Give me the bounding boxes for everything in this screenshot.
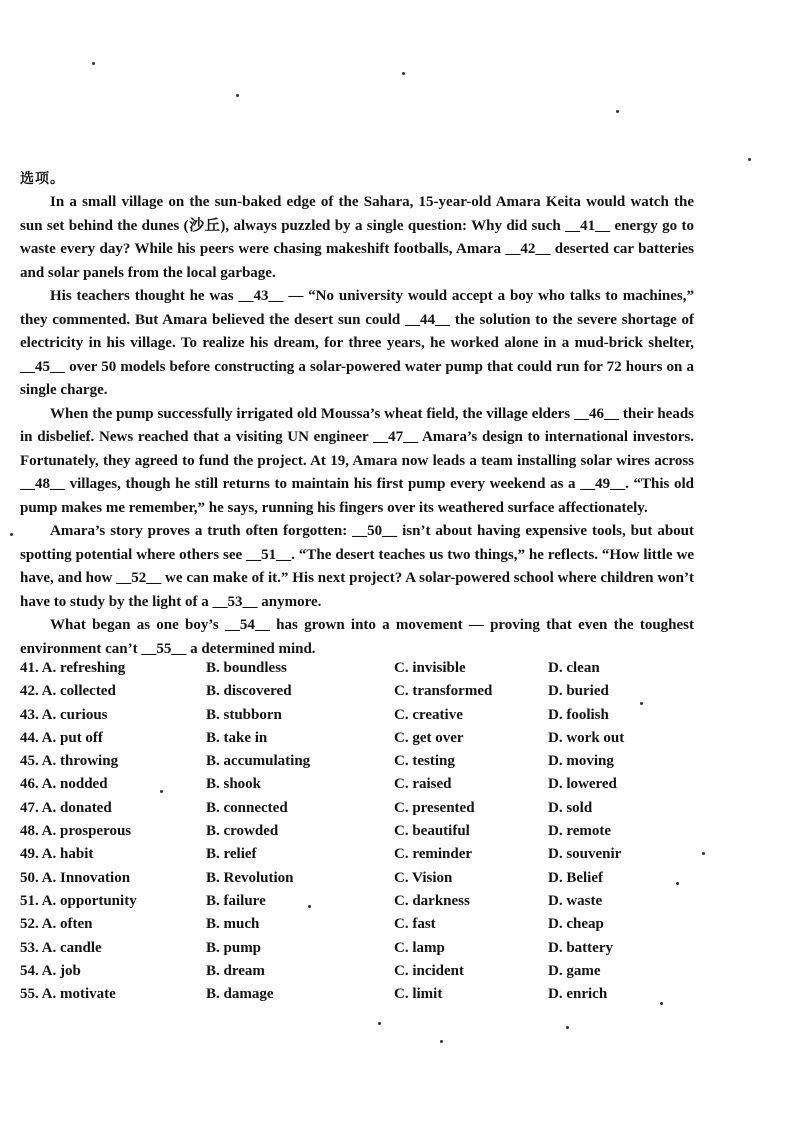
option-a: 41. A. refreshing <box>20 660 126 676</box>
option-row <box>20 893 720 916</box>
option-b: B. pump <box>206 939 262 956</box>
option-b: B. crowded <box>206 823 279 840</box>
option-d: D. battery <box>548 939 613 956</box>
option-a: 53. A. candle <box>20 939 102 956</box>
option-b: B. boundless <box>206 660 287 676</box>
option-row <box>20 916 720 939</box>
option-c: C. transformed <box>394 683 493 700</box>
option-c: C. incident <box>394 962 465 979</box>
option-c: C. testing <box>394 753 455 770</box>
scan-speck <box>10 533 13 536</box>
scan-speck <box>566 1026 569 1029</box>
option-d: D. Belief <box>548 869 603 886</box>
option-c: C. limit <box>394 986 443 1003</box>
scan-speck <box>92 62 95 65</box>
answer-options <box>20 660 720 1009</box>
option-a: 51. A. opportunity <box>20 892 137 909</box>
passage-paragraph: Amara’s story proves a truth often forgotten: __50__ isn’t about having expensive tools, but about spotting potential where others see __51__. “The desert teaches us two things,” he reflects. “How little we have, and how __52__ we can make of it.” His next project? A solar-powered school where children won’t have to study by the light of a __53__ anymore. <box>20 523 694 610</box>
option-c: C. lamp <box>394 939 445 956</box>
option-row <box>20 823 720 846</box>
option-d: D. sold <box>548 799 593 816</box>
option-b: B. much <box>206 916 260 933</box>
option-row <box>20 683 720 706</box>
option-a: 47. A. donated <box>20 799 112 816</box>
option-c: C. creative <box>394 706 463 723</box>
scan-speck <box>616 110 619 113</box>
option-a: 52. A. often <box>20 916 93 933</box>
option-d: D. game <box>548 962 601 979</box>
option-d: D. clean <box>548 660 600 676</box>
option-c: C. raised <box>394 776 452 793</box>
scan-speck <box>236 94 239 97</box>
option-c: C. darkness <box>394 892 470 909</box>
section-heading: 选项。 <box>20 171 65 187</box>
option-c: C. reminder <box>394 846 473 863</box>
option-d: D. waste <box>548 892 603 909</box>
option-row <box>20 776 720 799</box>
option-c: C. presented <box>394 799 475 816</box>
option-d: D. buried <box>548 683 609 700</box>
option-d: D. lowered <box>548 776 617 793</box>
option-b: B. shook <box>206 776 262 793</box>
option-row <box>20 707 720 730</box>
option-row <box>20 940 720 963</box>
option-d: D. enrich <box>548 986 608 1003</box>
option-b: B. relief <box>206 846 257 863</box>
option-b: B. discovered <box>206 683 292 700</box>
option-c: C. invisible <box>394 660 466 676</box>
option-b: B. accumulating <box>206 753 311 770</box>
scan-speck <box>402 72 405 75</box>
option-row <box>20 986 720 1009</box>
option-a: 44. A. put off <box>20 729 103 746</box>
option-c: C. get over <box>394 729 464 746</box>
option-d: D. cheap <box>548 916 604 933</box>
scan-speck <box>660 1002 663 1005</box>
option-a: 55. A. motivate <box>20 986 116 1003</box>
option-a: 48. A. prosperous <box>20 823 132 840</box>
passage-paragraph: In a small village on the sun-baked edge of the Sahara, 15-year-old Amara Keita would watch the sun set behind the dunes (沙丘), always puzzled by a single question: Why did such __41__ energy go to waste every day? While his peers were chasing makeshift footballs, Amara __42__ deserted car batteries and solar panels from the local garbage. <box>20 194 694 281</box>
option-a: 50. A. Innovation <box>20 869 131 886</box>
option-b: B. Revolution <box>206 869 294 886</box>
option-a: 43. A. curious <box>20 706 108 723</box>
passage-paragraph: What began as one boy’s __54__ has grown into a movement — proving that even the toughest environment can’t __55__ a determined mind. <box>20 617 694 657</box>
passage-paragraph: His teachers thought he was __43__ — “No university would accept a boy who talks to machines,” they commented. But Amara believed the desert sun could __44__ the solution to the severe shortage of electricity in his village. To realize his dream, for three years, he worked alone in a mud-brick shelter, __45__ over 50 models before constructing a solar-powered water pump that could run for 72 hours on a single charge. <box>20 288 694 398</box>
scan-speck <box>440 1040 443 1043</box>
scan-speck <box>640 702 643 705</box>
option-a: 45. A. throwing <box>20 753 119 770</box>
option-row <box>20 753 720 776</box>
option-b: B. damage <box>206 986 274 1003</box>
option-a: 49. A. habit <box>20 846 94 863</box>
option-a: 42. A. collected <box>20 683 116 700</box>
option-row <box>20 800 720 823</box>
option-b: B. failure <box>206 892 266 909</box>
scan-speck <box>748 158 751 161</box>
cloze-passage <box>20 191 694 661</box>
option-d: D. work out <box>548 729 625 746</box>
option-b: B. dream <box>206 962 265 979</box>
option-d: D. remote <box>548 823 612 840</box>
option-c: C. beautiful <box>394 823 470 840</box>
option-row <box>20 846 720 869</box>
option-c: C. Vision <box>394 869 453 886</box>
scan-speck <box>308 905 311 908</box>
option-row <box>20 660 720 683</box>
option-c: C. fast <box>394 916 436 933</box>
option-a: 46. A. nodded <box>20 776 108 793</box>
option-d: D. moving <box>548 753 614 770</box>
option-b: B. stubborn <box>206 706 282 723</box>
option-a: 54. A. job <box>20 962 81 979</box>
option-row <box>20 870 720 893</box>
scan-speck <box>160 790 163 793</box>
option-d: D. souvenir <box>548 846 622 863</box>
scan-speck <box>378 1022 381 1025</box>
scan-speck <box>702 852 705 855</box>
option-b: B. take in <box>206 729 268 746</box>
passage-paragraph: When the pump successfully irrigated old Moussa’s wheat field, the village elders __46__ their heads in disbelief. News reached that a visiting UN engineer __47__ Amara’s design to international investors. Fortunately, they agreed to fund the project. At 19, Amara now leads a team installing solar wires across __48__ villages, though he still returns to maintain his first pump every weekend as a __49__. “This old pump makes me remember,” he says, running his fingers over its weathered surface affectionately. <box>20 405 694 516</box>
option-d: D. foolish <box>548 706 609 723</box>
scan-speck <box>676 882 679 885</box>
option-row <box>20 730 720 753</box>
option-b: B. connected <box>206 799 288 816</box>
option-row <box>20 963 720 986</box>
